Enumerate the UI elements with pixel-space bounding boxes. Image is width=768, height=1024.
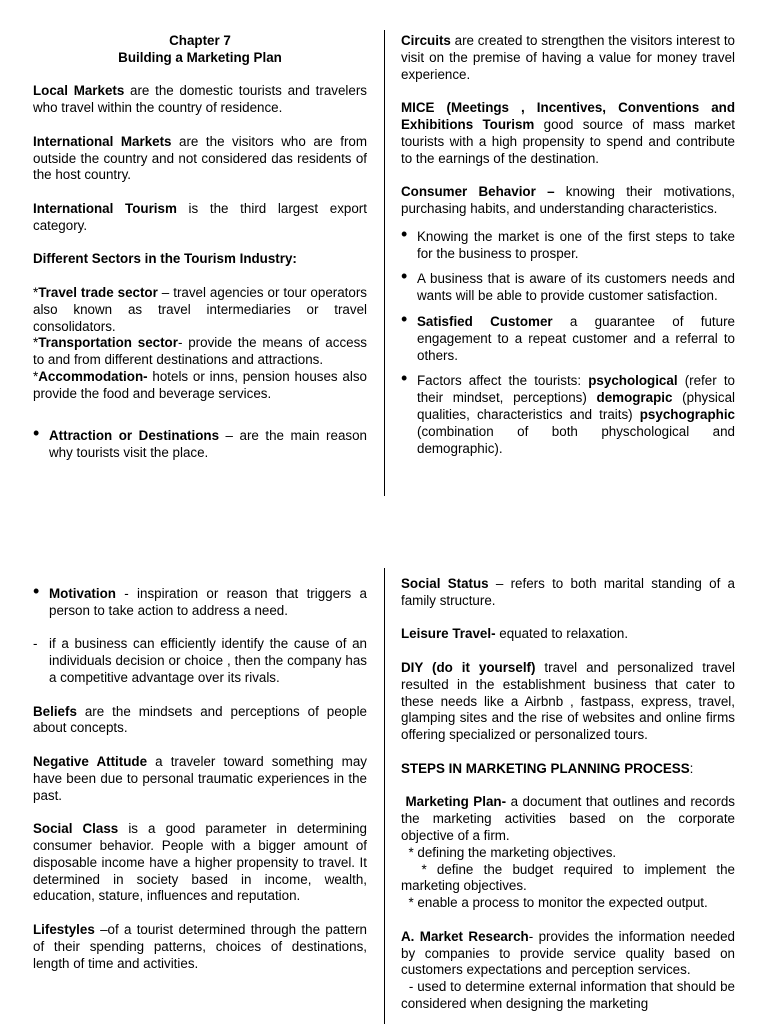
leisure-travel-paragraph: Leisure Travel- equated to relaxation. — [401, 626, 629, 642]
consumer-behavior-paragraph: Consumer Behavior – knowing their motivations, purchasing habits, and understanding characteristics. — [401, 184, 735, 216]
international-markets-paragraph: International Markets are the visitors who are from outside the country and not considered das residents of the host country. — [33, 133, 368, 183]
bottom-left-column — [33, 581, 367, 972]
accommodation-paragraph: *Accommodation- hotels or inns, pension houses also provide the food and beverage services. — [33, 368, 367, 401]
top-left-column — [33, 33, 367, 462]
bullet-icon: • — [401, 266, 408, 287]
steps-heading: STEPS IN MARKETING PLANNING PROCESS: — [401, 760, 694, 776]
knowing-market-bullet: • Knowing the market is one of the first steps to take for the business to prosper. — [401, 223, 735, 261]
customer-needs-bullet: • A business that is aware of its customers needs and wants will be able to provide customer satisfaction. — [401, 266, 735, 304]
chapter-title: Building a Marketing Plan — [118, 49, 282, 65]
plan-item-monitor: * enable a process to monitor the expected output. — [401, 895, 708, 911]
bullet-icon: • — [401, 308, 408, 329]
market-research-paragraph: A. Market Research- provides the information needed by companies to provide service quality based on customers expectations and perception services. — [401, 928, 735, 978]
motivation-bullet: • Motivation - inspiration or reason that triggers a person to take action to address a need. — [33, 581, 367, 618]
plan-item-objectives: * defining the marketing objectives. — [401, 844, 617, 860]
column-divider-top — [384, 30, 385, 496]
local-markets-paragraph: Local Markets are the domestic tourists and travelers who travel within the country of residence. — [33, 83, 367, 116]
travel-trade-paragraph: *Travel trade sector – travel agencies or tour operators also known as travel intermediaries or travel consolidators. — [33, 284, 368, 334]
top-right-column — [401, 33, 735, 457]
international-tourism-paragraph: International Tourism is the third largest export category. — [33, 200, 367, 233]
bullet-icon: • — [401, 223, 408, 244]
social-class-paragraph: Social Class is a good parameter in determining consumer behavior. People with a bigger amount of disposable income have a higher propensity to travel. It determined in society based in income, wealth, education, stature, influences and reputation. — [33, 821, 367, 904]
bullet-icon: • — [33, 581, 40, 601]
mice-paragraph: MICE (Meetings , Incentives, Conventions and Exhibitions Tourism good source of mass market tourists with a high propensity to spend and contribute to the earnings of the destination. — [401, 100, 736, 166]
plan-item-budget: * define the budget required to implement the marketing objectives. — [401, 861, 739, 894]
factors-bullet: • Factors affect the tourists: psychological (refer to their mindset, perceptions) demograpic (physical qualities, characteristics and traits) psychographic (combination of both physchological and demographic). — [401, 368, 736, 456]
bullet-icon: • — [33, 423, 40, 444]
sectors-heading: Different Sectors in the Tourism Industry: — [33, 251, 297, 267]
competitive-advantage-item: - if a business can efficiently identify the cause of an individuals decision or choice , then the company has a competitive advantage over its rivals. — [33, 636, 367, 685]
social-status-paragraph: Social Status – refers to both marital standing of a family structure. — [401, 576, 736, 608]
research-item: - used to determine external information that should be considered when designing the marketing — [401, 979, 739, 1011]
column-divider-bottom — [384, 568, 385, 1024]
marketing-plan-paragraph: Marketing Plan- a document that outlines and records the marketing activities based on the corporate objective of a firm. — [401, 794, 739, 843]
lifestyles-paragraph: Lifestyles –of a tourist determined through the pattern of their spending patterns, choices of destinations, length of time and activities. — [33, 921, 367, 971]
bullet-icon: • — [401, 368, 408, 389]
satisfied-customer-bullet: • Satisfied Customer a guarantee of future engagement to a repeat customer and a referral to others. — [401, 308, 735, 363]
circuits-paragraph: Circuits are created to strengthen the visitors interest to visit on the premise of having a value for money travel experience. — [401, 33, 735, 82]
diy-paragraph: DIY (do it yourself) travel and personalized travel resulted in the establishment business that cater to these needs like a Airbnb , fastpass, express, travel, glamping sites and the rise of websites and online firms offering specialized or personalized tours. — [401, 659, 735, 743]
negative-attitude-paragraph: Negative Attitude a traveler toward something may have been due to personal traumatic experiences in the past. — [33, 753, 367, 803]
bottom-right-column — [401, 576, 739, 1013]
beliefs-paragraph: Beliefs are the mindsets and perceptions of people about concepts. — [33, 703, 367, 736]
transportation-paragraph: *Transportation sector- provide the means of access to and from different destinations and attractions. — [33, 335, 367, 368]
attraction-bullet: • Attraction or Destinations – are the main reason why tourists visit the place. — [33, 423, 367, 461]
chapter-number: Chapter 7 — [169, 33, 231, 48]
